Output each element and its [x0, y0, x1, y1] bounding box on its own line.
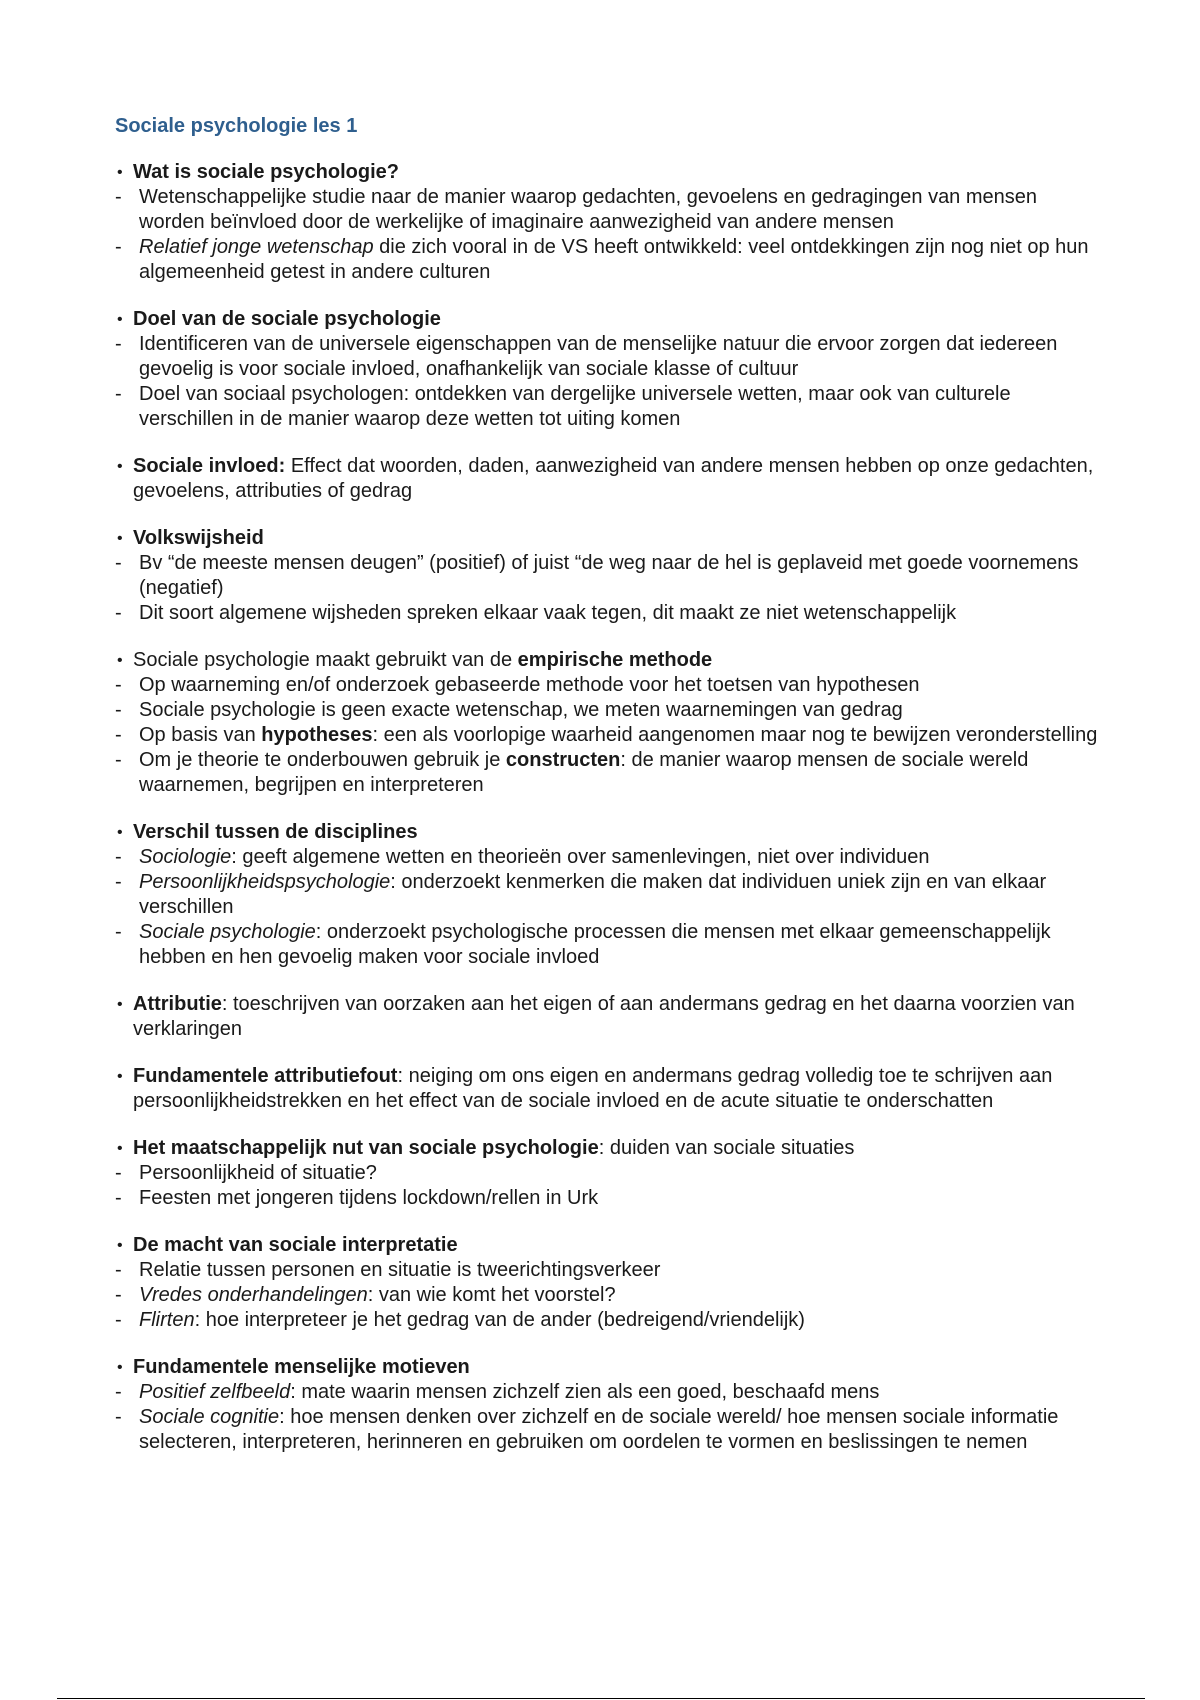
section-heading: [115, 526, 1105, 551]
list-item: [115, 601, 1105, 626]
text-run: Fundamentele menselijke motieven: [133, 1356, 470, 1378]
text-run: De macht van sociale interpretatie: [133, 1234, 458, 1256]
list-item: [115, 845, 1105, 870]
section-heading: [115, 820, 1105, 845]
text-run: Volkswijsheid: [133, 527, 264, 549]
text-run: : geeft algemene wetten en theorieën over samenlevingen, niet over individuen: [231, 846, 930, 868]
text-run: Bv “de meeste mensen deugen” (positief) of juist “de weg naar de hel is geplaveid met goede voornemens (negatief): [139, 552, 1079, 599]
list-item: [115, 1161, 1105, 1186]
list-item: [115, 673, 1105, 698]
page-title: Sociale psychologie les 1: [115, 115, 358, 137]
text-run: : onderzoekt psychologische processen die mensen met elkaar gemeenschappelijk hebben en hen gevoelig maken voor sociale invloed: [139, 921, 1051, 968]
text-run: : mate waarin mensen zichzelf zien als een goed, beschaafd mens: [290, 1381, 880, 1403]
list-item: [115, 551, 1105, 601]
dash-icon: -: [115, 871, 122, 893]
note-section: [115, 1233, 1105, 1333]
text-run: : neiging om ons eigen en andermans gedrag volledig toe te schrijven aan persoonlijkheidstrekken en het effect van de sociale invloed en de acute situatie te onderschatten: [133, 1065, 1053, 1112]
bullet-icon: •: [117, 996, 123, 1013]
list-item: [115, 1283, 1105, 1308]
text-run: : een als voorlopige waarheid aangenomen maar nog te bewijzen veronderstelling: [372, 724, 1098, 746]
list-item: [115, 1258, 1105, 1283]
text-run: Identificeren van de universele eigenschappen van de menselijke natuur die ervoor zorgen dat iedereen gevoelig is voor sociale invloed, onafhankelijk van sociale klasse of cultuur: [139, 333, 1058, 380]
dash-icon: -: [115, 333, 122, 355]
section-heading: [115, 648, 1105, 673]
list-item: [115, 1380, 1105, 1405]
dash-icon: -: [115, 674, 122, 696]
text-run: Dit soort algemene wijsheden spreken elkaar vaak tegen, dit maakt ze niet wetenschappelijk: [139, 602, 957, 624]
text-run: Persoonlijkheid of situatie?: [139, 1162, 377, 1184]
list-item: [115, 382, 1105, 432]
list-item: [115, 870, 1105, 920]
note-section: [115, 1064, 1105, 1114]
note-section: [115, 1136, 1105, 1211]
note-section: [115, 160, 1105, 285]
section-heading: [115, 1136, 1105, 1161]
dash-icon: -: [115, 846, 122, 868]
section-heading: [115, 1233, 1105, 1258]
text-run: Doel van sociaal psychologen: ontdekken van dergelijke universele wetten, maar ook van culturele verschillen in de manier waarop deze wetten tot uiting komen: [139, 383, 1011, 430]
text-run: Sociale psychologie maakt gebruikt van de: [133, 649, 518, 671]
dash-icon: -: [115, 1259, 122, 1281]
text-run: : toeschrijven van oorzaken aan het eigen of aan andermans gedrag en het daarna voorzien van verklaringen: [133, 993, 1075, 1040]
text-run: Op waarneming en/of onderzoek gebaseerde methode voor het toetsen van hypothesen: [139, 674, 920, 696]
bullet-icon: •: [117, 652, 123, 669]
list-item: [115, 1308, 1105, 1333]
dash-icon: -: [115, 1381, 122, 1403]
dash-icon: -: [115, 1406, 122, 1428]
text-run: Sociale cognitie: [139, 1406, 280, 1428]
note-section: [115, 526, 1105, 626]
notes-body: [115, 160, 1105, 1455]
dash-icon: -: [115, 602, 122, 624]
note-section: [115, 1355, 1105, 1455]
bullet-icon: •: [117, 1140, 123, 1157]
text-run: Positief zelfbeeld: [139, 1381, 291, 1403]
dash-icon: -: [115, 921, 122, 943]
dash-icon: -: [115, 383, 122, 405]
text-run: : hoe interpreteer je het gedrag van de ander (bedreigend/vriendelijk): [194, 1309, 805, 1331]
dash-icon: -: [115, 186, 122, 208]
dash-icon: -: [115, 1284, 122, 1306]
list-item: [115, 185, 1105, 235]
dash-icon: -: [115, 236, 122, 258]
text-run: die zich vooral in de VS heeft ontwikkeld: veel ontdekkingen zijn nog niet op hun algemeenheid getest in andere culturen: [139, 236, 1089, 283]
dash-icon: -: [115, 1162, 122, 1184]
list-item: [115, 723, 1105, 748]
text-run: Attributie: [133, 993, 222, 1015]
list-item: [115, 332, 1105, 382]
section-heading: [115, 160, 1105, 185]
dash-icon: -: [115, 699, 122, 721]
text-run: Persoonlijkheidspsychologie: [139, 871, 391, 893]
text-run: Sociale invloed:: [133, 455, 286, 477]
section-heading: [115, 1064, 1105, 1114]
text-run: : duiden van sociale situaties: [598, 1137, 855, 1159]
dash-icon: -: [115, 552, 122, 574]
section-heading: [115, 454, 1105, 504]
text-run: Doel van de sociale psychologie: [133, 308, 441, 330]
text-run: Feesten met jongeren tijdens lockdown/rellen in Urk: [139, 1187, 599, 1209]
list-item: [115, 1405, 1105, 1455]
text-run: Verschil tussen de disciplines: [133, 821, 418, 843]
bullet-icon: •: [117, 164, 123, 181]
bullet-icon: •: [117, 824, 123, 841]
text-run: Sociale psychologie: [139, 921, 316, 943]
text-run: Sociale psychologie is geen exacte wetenschap, we meten waarnemingen van gedrag: [139, 699, 903, 721]
text-run: Vredes onderhandelingen: [139, 1284, 368, 1306]
dash-icon: -: [115, 724, 122, 746]
text-run: Fundamentele attributiefout: [133, 1065, 398, 1087]
dash-icon: -: [115, 1187, 122, 1209]
text-run: Effect dat woorden, daden, aanwezigheid van andere mensen hebben op onze gedachten, gevoelens, attributies of gedrag: [133, 455, 1094, 502]
bullet-icon: •: [117, 1068, 123, 1085]
note-section: [115, 307, 1105, 432]
text-run: Wat is sociale psychologie?: [133, 161, 399, 183]
bottom-divider: [57, 1698, 1145, 1699]
bullet-icon: •: [117, 1237, 123, 1254]
note-section: [115, 648, 1105, 798]
text-run: constructen: [505, 749, 621, 771]
text-run: hypotheses: [261, 724, 373, 746]
section-heading: [115, 992, 1105, 1042]
text-run: : de manier waarop mensen de sociale wereld waarnemen, begrijpen en interpreteren: [139, 749, 1029, 796]
section-heading: [115, 307, 1105, 332]
text-run: : onderzoekt kenmerken die maken dat individuen uniek zijn en van elkaar verschillen: [139, 871, 1047, 918]
text-run: Het maatschappelijk nut van sociale psychologie: [133, 1137, 599, 1159]
list-item: [115, 920, 1105, 970]
note-section: [115, 454, 1105, 504]
list-item: [115, 1186, 1105, 1211]
list-item: [115, 235, 1105, 285]
text-run: Wetenschappelijke studie naar de manier waarop gedachten, gevoelens en gedragingen van mensen worden beïnvloed door de werkelijke of imaginaire aanwezigheid van andere mensen: [139, 186, 1038, 233]
text-run: Relatie tussen personen en situatie is tweerichtingsverkeer: [139, 1259, 661, 1281]
list-item: [115, 748, 1105, 798]
text-run: Relatief jonge wetenschap: [139, 236, 374, 258]
bullet-icon: •: [117, 458, 123, 475]
text-run: Sociologie: [139, 846, 232, 868]
text-run: Op basis van: [139, 724, 262, 746]
bullet-icon: •: [117, 311, 123, 328]
text-run: : van wie komt het voorstel?: [367, 1284, 616, 1306]
bullet-icon: •: [117, 530, 123, 547]
text-run: : hoe mensen denken over zichzelf en de sociale wereld/ hoe mensen sociale informatie selecteren, interpreteren, herinneren en gebruiken om oordelen te vormen en beslissingen te nemen: [139, 1406, 1059, 1453]
list-item: [115, 698, 1105, 723]
text-run: empirische methode: [517, 649, 713, 671]
dash-icon: -: [115, 749, 122, 771]
document-content: [115, 112, 1105, 1477]
note-section: [115, 992, 1105, 1042]
section-heading: [115, 1355, 1105, 1380]
note-section: [115, 820, 1105, 970]
dash-icon: -: [115, 1309, 122, 1331]
bullet-icon: •: [117, 1359, 123, 1376]
text-run: Om je theorie te onderbouwen gebruik je: [139, 749, 506, 771]
text-run: Flirten: [139, 1309, 195, 1331]
